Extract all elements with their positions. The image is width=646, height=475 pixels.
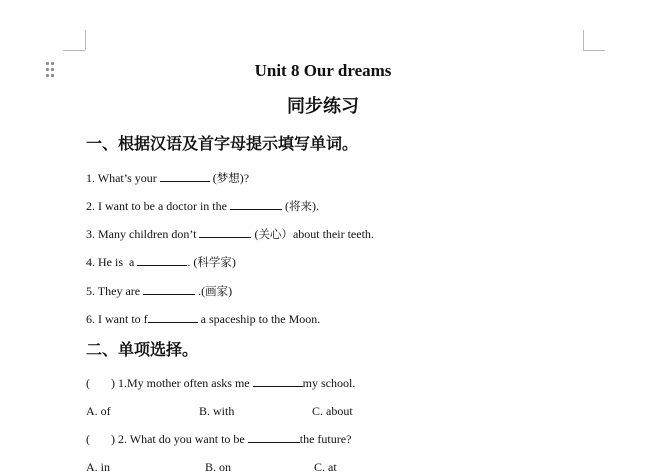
exercise-line: 6. I want to f a spaceship to the Moon.	[86, 312, 321, 326]
crop-mark-top-left	[85, 30, 86, 50]
question-line: ( ) 1.My mother often asks me my school.	[86, 376, 356, 390]
crop-mark-top-left	[63, 50, 85, 51]
answer-blank[interactable]	[199, 226, 251, 238]
option-b: B. with	[199, 404, 235, 418]
section-heading-vocabulary: 一、根据汉语及首字母提示填写单词。	[86, 134, 359, 153]
answer-blank[interactable]	[160, 170, 210, 182]
crop-mark-top-right	[583, 50, 605, 51]
exercise-line: 3. Many children don’t (关心）about their teeth.	[86, 227, 374, 241]
answer-blank[interactable]	[253, 375, 303, 387]
document-subtitle: 同步练习	[287, 96, 359, 117]
exercise-line: 2. I want to be a doctor in the (将来).	[86, 199, 319, 213]
answer-blank[interactable]	[143, 283, 195, 295]
option-c: C. about	[312, 404, 353, 418]
option-a: A. of	[86, 404, 111, 418]
option-b: B. on	[205, 460, 232, 474]
answer-blank[interactable]	[248, 431, 300, 443]
option-a: A. in	[86, 460, 110, 474]
question-line: ( ) 2. What do you want to be the future?	[86, 432, 352, 446]
exercise-line: 5. They are .(画家)	[86, 284, 233, 298]
exercise-line: 1. What’s your (梦想)?	[86, 171, 250, 185]
option-c: C. at	[314, 460, 337, 474]
section-heading-multiple-choice: 二、单项选择。	[86, 340, 199, 359]
answer-blank[interactable]	[148, 311, 198, 323]
answer-blank[interactable]	[230, 198, 282, 210]
exercise-line: 4. He is a . (科学家)	[86, 255, 236, 269]
document-title: Unit 8 Our dreams	[254, 61, 392, 80]
crop-mark-top-right	[583, 30, 584, 50]
answer-blank[interactable]	[137, 254, 187, 266]
